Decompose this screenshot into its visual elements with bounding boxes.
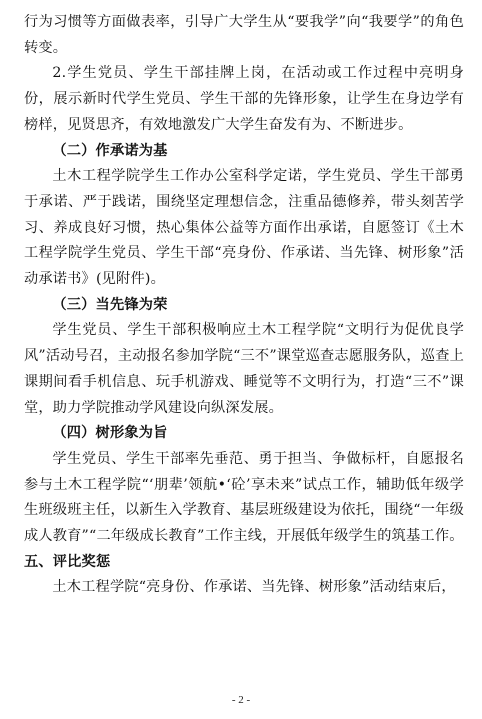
document-body — [24, 10, 464, 601]
paragraph-image: 学生党员、学生干部率先垂范、勇于担当、争做标杆，自愿报名参与土木工程学院“‘朋辈’领航•‘砼’享未来”试点工作，辅助低年级学生班级班主任，以新生入学教育、基层班级建设为依托，围绕“一年级成人教育”“二年级成长教育”工作主线，开展低年级学生的筑基工作。 — [24, 450, 464, 545]
paragraph-conclusion: 行为习惯等方面做表率，引导广大学生从“要我学”向“我要学”的角色转变。 — [24, 14, 464, 56]
paragraph-evaluation: 土木工程学院“亮身份、作承诺、当先锋、树形象”活动结束后， — [52, 579, 456, 596]
paragraph-item-2: 2.学生党员、学生干部挂牌上岗，在活动或工作过程中亮明身份，展示新时代学生党员、学生干部的先锋形象，让学生在身边学有榜样，见贤思齐，有效地激发广大学生奋发有为、不断进步。 — [24, 65, 464, 133]
section-heading-promise: （二）作承诺为基 — [52, 142, 168, 159]
paragraph-promise: 土木工程学院学生工作办公室科学定诺，学生党员、学生干部勇于承诺、严于践诺，围绕坚定理想信念，注重品德修养，带头刻苦学习、养成良好习惯，热心集体公益等方面作出承诺，自愿签订《土木工程学院学生党员、学生干部“亮身份、作承诺、当先锋、树形象”活动承诺书》(见附件)。 — [24, 168, 464, 288]
section-heading-evaluation: 五、评比奖惩 — [24, 553, 111, 570]
paragraph-vanguard: 学生党员、学生干部积极响应土木工程学院“文明行为促优良学风”活动号召，主动报名参加学院“三不”课堂巡查志愿服务队，巡查上课期间看手机信息、玩手机游戏、睡觉等不文明行为，打造“三不”课堂，助力学院推动学风建设向纵深发展。 — [24, 322, 464, 416]
section-heading-vanguard: （三）当先锋为荣 — [52, 296, 168, 313]
page-number: - 2 - — [231, 694, 251, 706]
section-heading-image: （四）树形象为旨 — [52, 425, 168, 442]
